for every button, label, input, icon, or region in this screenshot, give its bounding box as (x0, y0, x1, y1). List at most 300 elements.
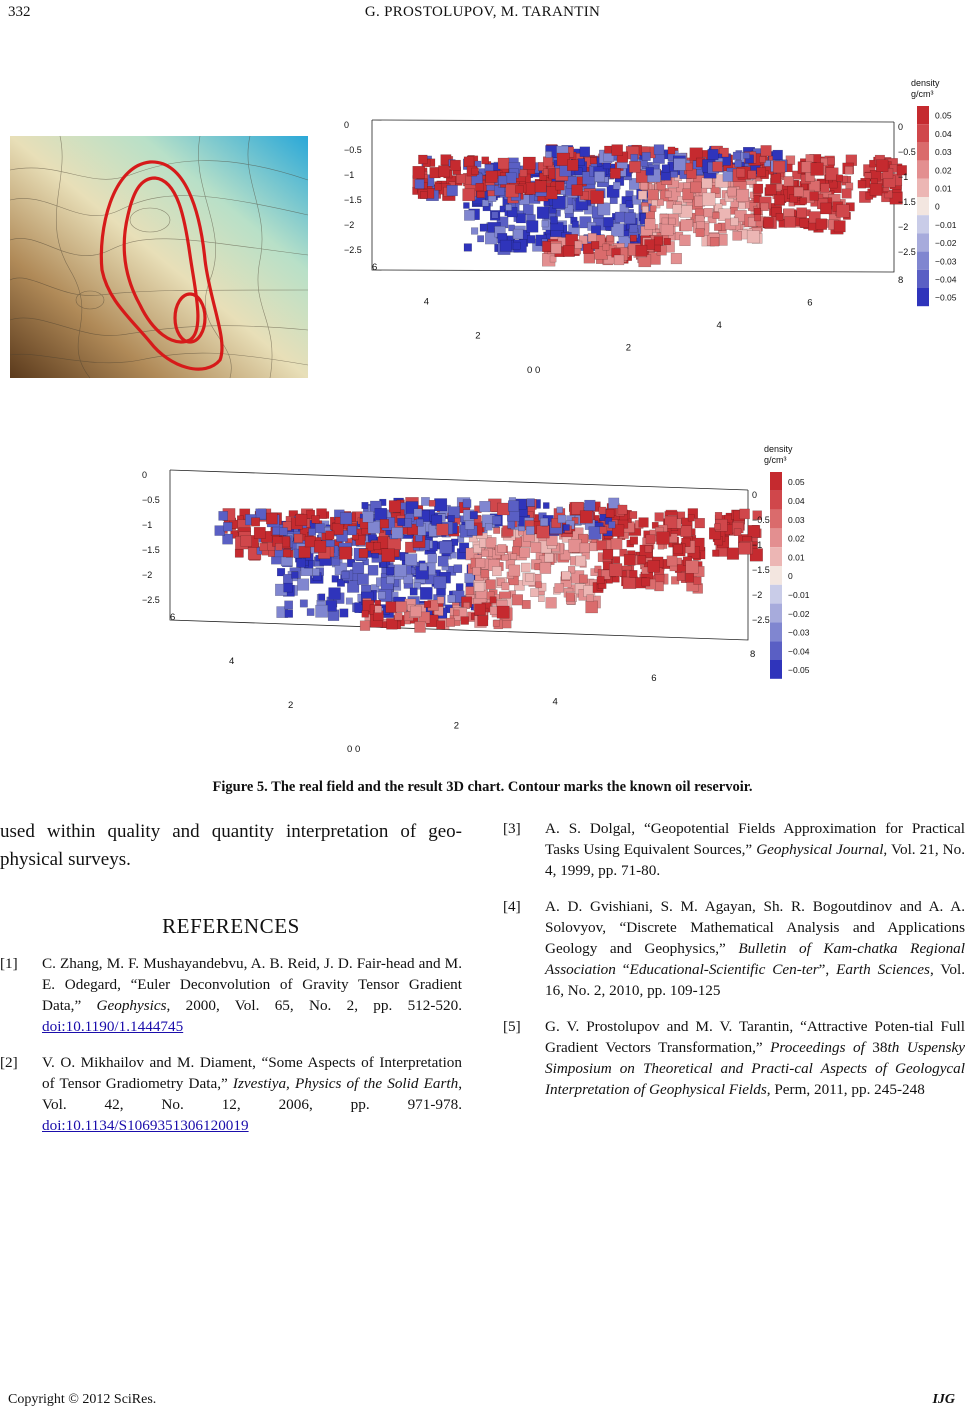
density-voxel (440, 541, 452, 553)
x-tick-label: 0 (355, 744, 361, 755)
density-voxel (526, 526, 534, 534)
density-voxel (448, 515, 455, 522)
density-voxel (586, 601, 598, 613)
density-voxel (686, 163, 693, 170)
density-voxel (837, 205, 850, 218)
density-voxel (630, 537, 638, 545)
depth-tick-label: −2.5 (344, 245, 362, 255)
density-voxel (555, 583, 564, 592)
density-voxel (681, 220, 693, 232)
colorbar-tick-label: −0.02 (935, 238, 957, 249)
density-voxel (567, 160, 578, 171)
colorbar-swatch (917, 142, 929, 160)
density-voxel (600, 527, 607, 534)
density-voxel (655, 513, 664, 522)
density-voxel (736, 168, 745, 177)
density-voxel (604, 146, 611, 153)
density-voxel (456, 174, 465, 183)
density-voxel (480, 501, 491, 512)
density-voxel (686, 561, 699, 574)
density-voxel (597, 541, 607, 551)
density-voxel (389, 501, 401, 513)
density-voxel (254, 527, 265, 538)
density-voxel (714, 524, 720, 530)
reference-journal-2: th Uspensky Simposium on Theoretical and Practi-cal Aspects of Geologycal Interpretation of Geophysical Fields (545, 1039, 965, 1098)
density-voxel (482, 550, 489, 557)
density-voxel (283, 574, 292, 583)
density-voxel (760, 156, 766, 162)
y-tick-label: 4 (423, 296, 429, 308)
depth-tick-label-right: −1 (752, 540, 763, 550)
density-voxel (466, 587, 474, 595)
density-voxel (774, 195, 784, 205)
density-voxel (451, 539, 458, 546)
reference-1 (0, 953, 462, 1037)
colorbar-swatch (770, 585, 782, 604)
density-voxel (375, 508, 387, 520)
doi-link[interactable]: doi:10.1190/1.1444745 (42, 1018, 184, 1035)
density-voxel (715, 512, 722, 519)
depth-tick-label: −2 (142, 570, 153, 580)
density-voxel (766, 184, 776, 194)
density-voxel (497, 606, 509, 618)
density-voxel (654, 237, 663, 246)
y-tick-label: 4 (229, 656, 235, 667)
density-voxel (613, 557, 620, 564)
density-voxel (597, 576, 604, 583)
density-voxel (710, 237, 719, 246)
depth-tick-label: −1.5 (142, 545, 160, 555)
density-voxel (800, 198, 807, 205)
density-voxel (493, 527, 500, 534)
density-voxel (521, 563, 530, 572)
x-tick-label: 8 (750, 649, 756, 660)
density-voxel (413, 166, 425, 178)
density-voxel (472, 168, 479, 175)
density-voxel (645, 219, 655, 229)
colorbar-tick-label: −0.01 (935, 219, 957, 230)
colorbar-unit: g/cm³ (911, 89, 934, 99)
colorbar-swatch (917, 215, 929, 233)
colorbar-tick-label: 0 (935, 201, 940, 212)
density-voxel (728, 187, 737, 196)
density-voxel (744, 153, 750, 159)
reference-text: A. D. Gvishiani, S. M. Agayan, Sh. R. Bogoutdinov and A. A. Solovyov, “Discrete Mathematical Analysis and Applications Geology and Geophysics,” (545, 898, 965, 957)
density-voxel (613, 182, 620, 189)
density-voxel (241, 536, 252, 547)
density-voxel (545, 187, 557, 199)
colorbar-tick-label: −0.05 (935, 292, 957, 303)
density-voxel (606, 509, 614, 517)
density-voxel (662, 165, 670, 173)
colorbar-tick-label: −0.04 (788, 646, 810, 657)
density-voxel (615, 212, 625, 222)
colorbar-swatch (770, 641, 782, 660)
density-voxel (520, 170, 527, 177)
depth-tick-label: −1.5 (344, 195, 362, 205)
footer-copyright: Copyright © 2012 SciRes. (8, 1392, 157, 1407)
density-voxel (834, 221, 845, 232)
density-voxel (219, 511, 228, 520)
reference-journal-3: Earth Sciences (836, 961, 930, 978)
density-voxel (299, 546, 311, 558)
figure-caption: Figure 5. The real field and the result 3D chart. Contour marks the known oil reservoir. (212, 779, 753, 795)
density-voxel (545, 553, 554, 562)
density-voxel (446, 618, 455, 627)
density-voxel (733, 152, 741, 160)
density-voxel (542, 220, 549, 227)
density-voxel (836, 175, 843, 182)
density-voxel (410, 588, 417, 595)
colorbar-swatch (917, 233, 929, 251)
density-voxel (535, 181, 546, 192)
density-voxel (603, 244, 609, 250)
colorbar-tick-label: −0.05 (788, 665, 810, 676)
density-voxel (480, 224, 488, 232)
reference-journal: Proceedings of (770, 1039, 865, 1056)
density-voxel (420, 563, 427, 570)
density-voxel (806, 154, 814, 162)
colorbar-swatch (917, 197, 929, 215)
density-voxel (485, 523, 492, 530)
density-voxel (543, 503, 549, 509)
density-voxel (461, 617, 469, 625)
depth-tick-label-right: −1 (898, 172, 909, 182)
density-voxel (694, 577, 702, 585)
density-voxel (498, 176, 507, 185)
density-voxel (307, 609, 314, 616)
density-voxel (411, 606, 422, 617)
density-voxel (434, 499, 447, 512)
depth-tick-label-right: −1.5 (898, 197, 916, 207)
density-voxel (486, 171, 498, 183)
density-voxel (708, 149, 719, 160)
density-voxel (614, 255, 624, 265)
density-voxel (562, 571, 570, 579)
density-voxel (576, 556, 586, 566)
density-voxel (380, 519, 389, 528)
density-voxel (314, 541, 326, 553)
density-voxel (610, 168, 620, 178)
density-voxel (543, 157, 552, 166)
density-voxel (285, 610, 293, 618)
density-voxel (624, 213, 635, 224)
density-voxel (876, 160, 888, 172)
density-voxel (737, 189, 749, 201)
density-voxel (312, 515, 320, 523)
density-voxel (490, 597, 496, 603)
density-voxel (668, 218, 675, 225)
density-voxel (453, 610, 459, 616)
depth-tick-label: −2 (344, 220, 355, 230)
density-voxel (591, 241, 599, 249)
depth-tick-label: 0 (142, 470, 148, 480)
density-voxel (415, 622, 426, 633)
density-voxel (550, 217, 557, 224)
colorbar-tick-label: −0.03 (788, 627, 810, 638)
density-voxel (508, 501, 519, 512)
density-voxel (260, 543, 268, 551)
density-voxel (526, 221, 538, 233)
footer-journal: IJG (932, 1392, 955, 1407)
density-voxel (268, 550, 275, 557)
density-voxel (266, 513, 277, 524)
density-voxel (638, 556, 646, 564)
density-voxel (471, 228, 478, 235)
density-voxel (677, 573, 685, 581)
density-voxel (456, 584, 463, 591)
density-voxel (773, 161, 785, 173)
density-voxel (821, 184, 830, 193)
reference-number: [5] (503, 1018, 521, 1035)
reference-3 (503, 818, 965, 881)
doi-link[interactable]: doi:10.1134/S1069351306120019 (42, 1117, 249, 1134)
density-voxel (810, 192, 819, 201)
density-voxel (434, 576, 446, 588)
density-voxel (470, 511, 478, 519)
density-voxel (319, 594, 326, 601)
reference-details: , Vol. 16, No. 2, 2010, pp. 109-125 (545, 961, 965, 999)
colorbar-swatch (917, 270, 929, 288)
box-top-face (372, 120, 894, 122)
density-voxel (575, 241, 582, 248)
density-voxel (526, 574, 534, 582)
density-voxel (512, 595, 523, 606)
density-voxel (607, 235, 614, 242)
density-voxel (450, 160, 460, 170)
density-voxel (569, 539, 582, 552)
colorbar-swatch (917, 252, 929, 270)
density-voxel (604, 217, 614, 227)
colorbar-swatch (770, 491, 782, 510)
colorbar-swatch (770, 472, 782, 491)
density-voxel (492, 212, 498, 218)
depth-tick-label: −0.5 (344, 145, 362, 155)
density-voxel (475, 582, 484, 591)
density-voxel (285, 601, 293, 609)
density-voxel (757, 168, 766, 177)
density-voxel (580, 543, 590, 553)
density-voxel (387, 576, 394, 583)
density-voxel (611, 538, 622, 549)
x-tick-label: 4 (552, 696, 558, 708)
density-voxel (398, 518, 405, 525)
density-voxel (589, 527, 602, 540)
density-voxel (435, 184, 442, 191)
density-voxel (531, 542, 541, 552)
colorbar-swatch (770, 604, 782, 623)
density-voxel (506, 204, 512, 210)
depth-tick-label-right: −0.5 (898, 147, 916, 157)
density-voxel (473, 567, 481, 575)
x-tick-label: 2 (453, 720, 460, 732)
density-voxel (536, 582, 542, 588)
density-voxel (347, 581, 359, 593)
density-voxel (642, 206, 648, 212)
density-voxel (386, 567, 394, 575)
density-voxel (375, 606, 382, 613)
right-column (503, 818, 965, 1115)
colorbar-title: density (764, 444, 793, 454)
density-voxel (482, 157, 489, 164)
density-voxel (636, 245, 647, 256)
page-number: 332 (8, 4, 31, 20)
density-voxel (297, 579, 309, 591)
density-voxel (599, 507, 606, 514)
density-voxel (680, 205, 692, 217)
colorbar-tick-label: 0.03 (788, 514, 805, 525)
density-voxel (630, 511, 637, 518)
density-voxel (348, 526, 357, 535)
density-voxel (223, 522, 232, 531)
density-voxel (476, 558, 485, 567)
density-voxel (530, 589, 538, 597)
x-tick-label: 2 (625, 342, 632, 354)
density-voxel (754, 208, 761, 215)
density-voxel (424, 601, 431, 608)
density-voxel (731, 218, 739, 226)
colorbar-swatch (917, 106, 929, 124)
y-tick-label: 6 (372, 262, 378, 273)
references-heading: REFERENCES (162, 914, 300, 938)
density-voxel (358, 574, 369, 585)
density-voxel (630, 570, 638, 578)
colorbar-swatch (770, 622, 782, 641)
colorbar-tick-label: −0.02 (788, 608, 810, 619)
figure-5 (0, 40, 965, 780)
density-voxel (704, 208, 713, 217)
density-voxel (360, 621, 370, 631)
reference-journal: Bulletin of Kam-chatka Regional Association (545, 940, 965, 978)
3d-density-chart-bottom (142, 444, 810, 755)
density-voxel (481, 570, 489, 578)
density-voxel (300, 600, 308, 608)
density-voxel (714, 224, 721, 231)
density-voxel (498, 544, 506, 552)
reference-details: , Perm, 2011, pp. 245-248 (766, 1081, 925, 1098)
density-voxel (785, 217, 796, 228)
density-voxel (827, 158, 834, 165)
density-voxel (513, 229, 523, 239)
density-voxel (591, 191, 604, 204)
density-voxel (342, 571, 350, 579)
density-voxel (538, 596, 544, 602)
colorbar-tick-label: −0.03 (935, 256, 957, 267)
density-voxel (748, 525, 760, 537)
density-voxel (563, 245, 574, 256)
density-voxel (674, 545, 683, 554)
density-voxel (513, 242, 520, 249)
density-voxel (642, 152, 650, 160)
density-voxel (346, 598, 353, 605)
reference-number: [3] (503, 820, 521, 837)
colorbar-swatch (770, 528, 782, 547)
density-voxel (609, 564, 622, 577)
density-voxel (723, 172, 733, 182)
density-voxel (558, 515, 566, 523)
density-voxel (845, 166, 853, 174)
density-voxel (654, 145, 664, 155)
density-voxel (309, 528, 316, 535)
density-voxel (527, 235, 535, 243)
density-voxel (588, 233, 597, 242)
density-voxel (747, 231, 759, 243)
reference-details: , 2000, Vol. 65, No. 2, pp. 512-520. (166, 997, 463, 1014)
density-voxel (502, 583, 510, 591)
density-voxel (590, 543, 598, 551)
x-tick-label: 6 (807, 297, 813, 309)
density-voxel (537, 207, 549, 219)
density-voxel (523, 157, 535, 169)
reference-punct-2: ”, (818, 961, 837, 978)
density-voxel (820, 203, 831, 214)
density-voxel (594, 172, 604, 182)
density-voxel (438, 166, 449, 177)
density-voxel (816, 219, 827, 230)
density-voxel (702, 178, 712, 188)
density-voxel (463, 203, 469, 209)
density-voxel (464, 210, 474, 220)
colorbar-tick-label: 0.04 (788, 495, 805, 506)
reference-number: [1] (0, 955, 18, 972)
density-voxel (493, 620, 499, 626)
colorbar-swatch (917, 161, 929, 179)
colorbar-swatch (770, 660, 782, 679)
reference-details: , Vol. 42, No. 12, 2006, pp. 971-978. (42, 1075, 462, 1113)
density-voxel (667, 556, 677, 566)
density-voxel (870, 184, 882, 196)
depth-tick-label-right: −2.5 (898, 247, 916, 257)
density-voxel (476, 183, 484, 191)
density-voxel (551, 243, 561, 253)
density-voxel (520, 548, 530, 558)
density-voxel (642, 578, 650, 586)
density-voxel (566, 593, 575, 602)
density-voxel (842, 189, 852, 199)
y-tick-label: 0 (527, 365, 533, 376)
left-column (0, 818, 462, 1151)
density-voxel (690, 182, 701, 193)
density-voxel (492, 567, 501, 576)
density-voxel (284, 583, 293, 592)
colorbar-tick-label: 0.05 (935, 110, 952, 121)
density-voxel (296, 514, 308, 526)
density-voxel (587, 595, 594, 602)
colorbar-swatch (917, 288, 929, 306)
density-voxel (546, 597, 557, 608)
density-voxel (340, 609, 348, 617)
density-voxel (428, 554, 437, 563)
density-voxel (368, 521, 380, 533)
density-voxel (454, 565, 462, 573)
body-paragraph: used within quality and quantity interpretation of geo-physical surveys. (0, 821, 462, 870)
density-voxel (296, 558, 305, 567)
density-voxel (662, 218, 668, 224)
density-voxel (283, 549, 291, 557)
y-tick-label: 2 (475, 330, 481, 342)
density-voxel (727, 548, 739, 560)
density-voxel (590, 158, 596, 164)
reference-text: C. Zhang, M. F. Mushayandebvu, A. B. Reid, J. D. Fair-head and M. E. Odegard, “Euler Deconvolution of Gravity Tensor Gradient Data,” (42, 955, 462, 1014)
depth-tick-label: 0 (344, 120, 350, 130)
density-voxel (312, 569, 319, 576)
density-voxel (578, 159, 585, 166)
reference-text: A. S. Dolgal, “Geopotential Fields Approximation for Practical Tasks Using Equivalent Sources,” (545, 820, 965, 858)
colorbar-tick-label: 0.01 (935, 183, 952, 194)
density-voxel (291, 572, 298, 579)
density-voxel (629, 161, 640, 172)
density-voxel (640, 182, 648, 190)
